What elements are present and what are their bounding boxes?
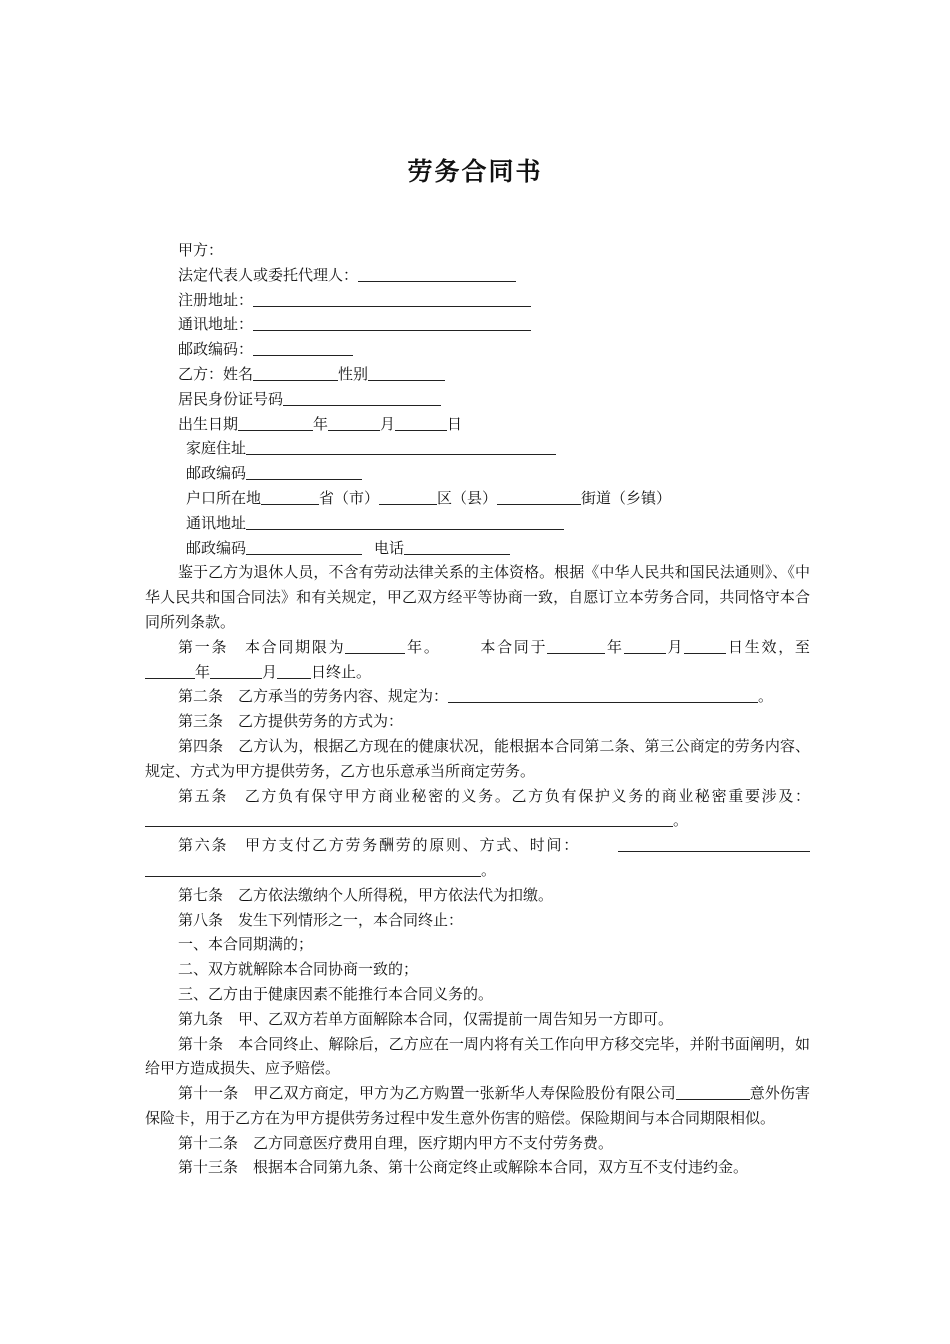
art8-item-text: 一、本合同期满的； [178, 935, 314, 954]
party-a-mail-line [145, 312, 810, 337]
b-postcode2-blank[interactable] [246, 539, 362, 555]
b-postcode-blank[interactable] [246, 464, 362, 480]
district-blank[interactable] [379, 489, 437, 505]
party-b-phone-line [145, 536, 810, 561]
art6-text: 第六条 甲方支付乙方劳务酬劳的原则、方式、时间： [178, 836, 580, 855]
party-a-rep-line [145, 263, 810, 288]
rep-label: 法定代表人或委托代理人： [178, 265, 359, 284]
district-label: 区（县） [437, 488, 498, 507]
preamble-paragraph: 鉴于乙方为退休人员，不含有劳动法律关系的主体资格。根据《中华人民共和国民法通则》、《中华人民共和国合同法》和有关规定，甲乙双方经平等协商一致，自愿订立本劳务合同，共同恪守本合同所列条款。 [145, 563, 810, 631]
id-label: 居民身份证号码 [178, 389, 284, 408]
art11-a: 第十一条 甲乙双方商定，甲方为乙方购置一张新华人寿保险股份有限公司 [178, 1084, 676, 1103]
party-a-label: 甲方： [178, 241, 224, 259]
b-postcode2-label: 邮政编码 [186, 538, 247, 557]
art8-item-2 [145, 957, 810, 982]
party-b-postcode-line [145, 461, 810, 486]
gender-label: 性别 [338, 364, 369, 383]
art5-blank[interactable] [145, 811, 673, 827]
id-blank[interactable] [283, 390, 441, 406]
art1-start-year-blank[interactable] [547, 638, 605, 654]
b-mail-addr-label: 通讯地址 [186, 513, 247, 532]
article-9 [145, 1007, 810, 1032]
art1-e: 月 [665, 637, 685, 656]
hukou-label: 户口所在地 [186, 488, 262, 507]
art6-blank-1[interactable] [618, 836, 810, 852]
rep-blank[interactable] [358, 266, 516, 282]
phone-label: 电话 [374, 538, 405, 557]
home-addr-blank[interactable] [246, 439, 556, 455]
home-addr-label: 家庭住址 [186, 439, 247, 458]
article-13 [145, 1155, 810, 1180]
art1-end-day-blank[interactable] [277, 663, 311, 679]
contract-body [145, 238, 810, 1180]
art7-text: 第七条 乙方依法缴纳个人所得税，甲方依法代为扣缴。 [178, 885, 554, 904]
phone-blank[interactable] [404, 539, 510, 555]
article-2 [145, 684, 810, 709]
party-b-home-line [145, 436, 810, 461]
art3-text: 第三条 乙方提供劳务的方式为： [178, 712, 404, 731]
document-title: 劳务合同书 [407, 157, 543, 186]
art1-g: 年 [195, 662, 211, 681]
name-label: 乙方：姓名 [178, 364, 254, 383]
postcode-label: 邮政编码： [178, 340, 254, 359]
street-blank[interactable] [497, 489, 581, 505]
art6-end: 。 [481, 860, 497, 879]
birth-month-blank[interactable] [328, 415, 380, 431]
mail-addr-label: 通讯地址： [178, 315, 254, 334]
party-b-hukou-line [145, 486, 810, 511]
art2-end: 。 [758, 687, 774, 706]
art1-start-day-blank[interactable] [684, 638, 726, 654]
art1-h: 月 [262, 662, 278, 681]
reg-addr-label: 注册地址： [178, 290, 254, 309]
month-label: 月 [380, 414, 396, 433]
article-3 [145, 709, 810, 734]
art1-i: 日终止。 [311, 662, 372, 681]
art8-item-text: 三、乙方由于健康因素不能推行本合同义务的。 [178, 984, 494, 1003]
art11-blank[interactable] [676, 1084, 750, 1100]
party-a-reg-line [145, 288, 810, 313]
party-b-mail-line [145, 511, 810, 536]
article-8 [145, 908, 810, 933]
art1-start-month-blank[interactable] [624, 638, 666, 654]
art2-text: 第二条 乙方承当的劳务内容、规定为： [178, 687, 449, 706]
name-blank[interactable] [253, 365, 338, 381]
year-label: 年 [313, 414, 329, 433]
birth-day-blank[interactable] [395, 415, 447, 431]
art6-blank-2[interactable] [145, 861, 481, 877]
art1-c: 本合同于 [478, 637, 548, 656]
province-blank[interactable] [261, 489, 319, 505]
art5-text: 第五条 乙方负有保守甲方商业秘密的义务。乙方负有保护义务的商业秘密重要涉及： [178, 786, 810, 805]
article-1 [145, 635, 810, 685]
article-11 [145, 1081, 810, 1131]
art5-end: 。 [673, 811, 689, 830]
mail-addr-blank[interactable] [253, 315, 531, 331]
birth-year-blank[interactable] [238, 415, 313, 431]
birth-label: 出生日期 [178, 414, 239, 433]
party-a-line [145, 238, 810, 263]
art8-item-text: 二、双方就解除本合同协商一致的； [178, 960, 419, 979]
art8-text: 第八条 发生下列情形之一，本合同终止： [178, 910, 464, 929]
party-b-id-line [145, 387, 810, 412]
province-label: 省（市） [319, 488, 380, 507]
article-10: 第十条 本合同终止、解除后，乙方应在一周内将有关工作向甲方移交完毕，并附书面阐明，如给甲方造成损失、应予赔偿。 [145, 1034, 810, 1078]
article-7 [145, 883, 810, 908]
art1-d: 年 [605, 637, 624, 656]
b-mail-addr-blank[interactable] [246, 514, 564, 530]
article-6 [145, 833, 810, 883]
article-4: 第四条 乙方认为，根据乙方现在的健康状况，能根据本合同第二条、第三公商定的劳务内容、规定、方式为甲方提供劳务，乙方也乐意承当所商定劳务。 [145, 736, 810, 780]
postcode-blank[interactable] [253, 340, 353, 356]
party-b-birth-line [145, 412, 810, 437]
article-12 [145, 1131, 810, 1156]
b-postcode-label: 邮政编码 [186, 464, 247, 483]
art13-text: 第十三条 根据本合同第九条、第十公商定终止或解除本合同，双方互不支付违约金。 [178, 1158, 749, 1177]
party-b-name-line [145, 362, 810, 387]
art1-a: 第一条 本合同期限为 [178, 637, 346, 656]
art11-b: 意外伤害保险卡，用于乙方在为甲方提供劳务过程中发生意外伤害的赔偿。保险期间与本合同期限相似。 [145, 1084, 810, 1127]
day-label: 日 [447, 414, 463, 433]
art8-item-3 [145, 982, 810, 1007]
art1-b: 年。 [405, 637, 441, 656]
art1-f: 日生效，至 [726, 637, 810, 656]
art1-term-blank[interactable] [345, 638, 405, 654]
art12-text: 第十二条 乙方同意医疗费用自理，医疗期内甲方不支付劳务费。 [178, 1133, 614, 1152]
art8-item-1 [145, 932, 810, 957]
art9-text: 第九条 甲、乙双方若单方面解除本合同，仅需提前一周告知另一方即可。 [178, 1009, 674, 1028]
gender-blank[interactable] [368, 365, 445, 381]
reg-addr-blank[interactable] [253, 291, 531, 307]
art2-blank[interactable] [448, 687, 758, 703]
article-5 [145, 784, 810, 834]
art1-end-month-blank[interactable] [210, 663, 262, 679]
street-label: 街道（乡镇） [581, 488, 672, 507]
party-a-postcode-line [145, 337, 810, 362]
art1-end-year-blank[interactable] [145, 663, 195, 679]
